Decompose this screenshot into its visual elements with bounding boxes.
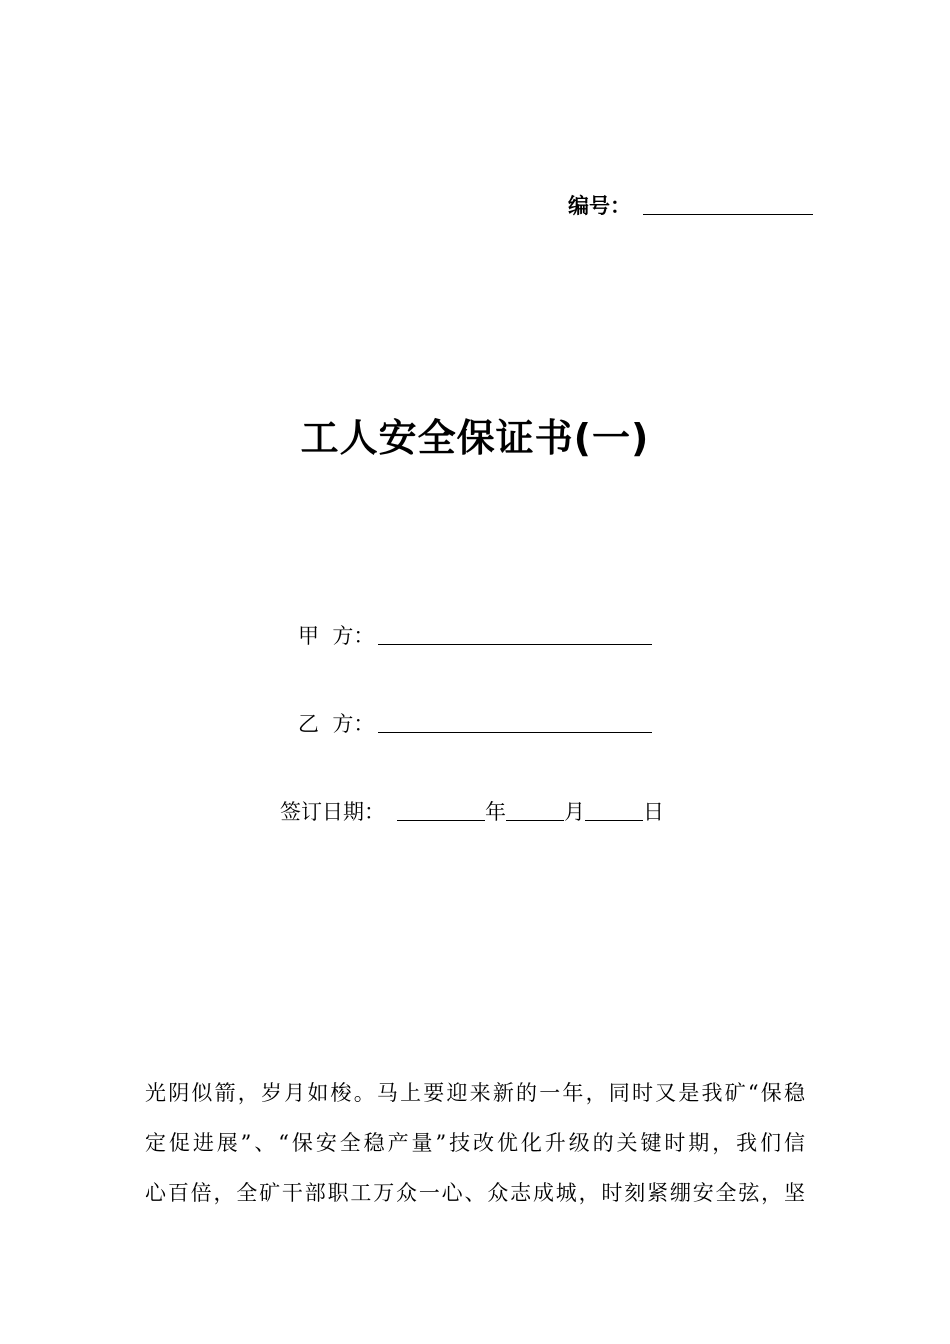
signing-date-label: 签订日期： [280, 800, 385, 824]
year-unit: 年 [485, 800, 506, 824]
party-b-blank[interactable] [378, 731, 652, 733]
body-paragraph [145, 1068, 805, 1218]
serial-number-row [568, 188, 813, 220]
serial-number-label: 编号： [568, 194, 631, 218]
party-a-blank[interactable] [378, 643, 652, 645]
signing-date-row [280, 794, 664, 826]
party-a-row [298, 618, 652, 650]
body-line: 光阴似箭，岁月如梭。马上要迎来新的一年，同时又是我矿“保稳 [145, 1081, 805, 1105]
signing-day-blank[interactable] [585, 819, 643, 821]
party-b-label: 乙 方： [298, 712, 375, 736]
body-line: 心百倍，全矿干部职工万众一心、众志成城，时刻紧绷安全弦，坚 [145, 1181, 805, 1205]
day-unit: 日 [643, 800, 664, 824]
month-unit: 月 [564, 800, 585, 824]
signing-month-blank[interactable] [506, 819, 564, 821]
signing-year-blank[interactable] [397, 819, 485, 821]
party-a-label: 甲 方： [298, 624, 375, 648]
serial-number-blank[interactable] [643, 213, 813, 215]
party-b-row [298, 706, 652, 738]
document-title: 工人安全保证书(一) [300, 416, 650, 460]
body-line: 定促进展”、“保安全稳产量”技改优化升级的关键时期，我们信 [145, 1131, 805, 1155]
